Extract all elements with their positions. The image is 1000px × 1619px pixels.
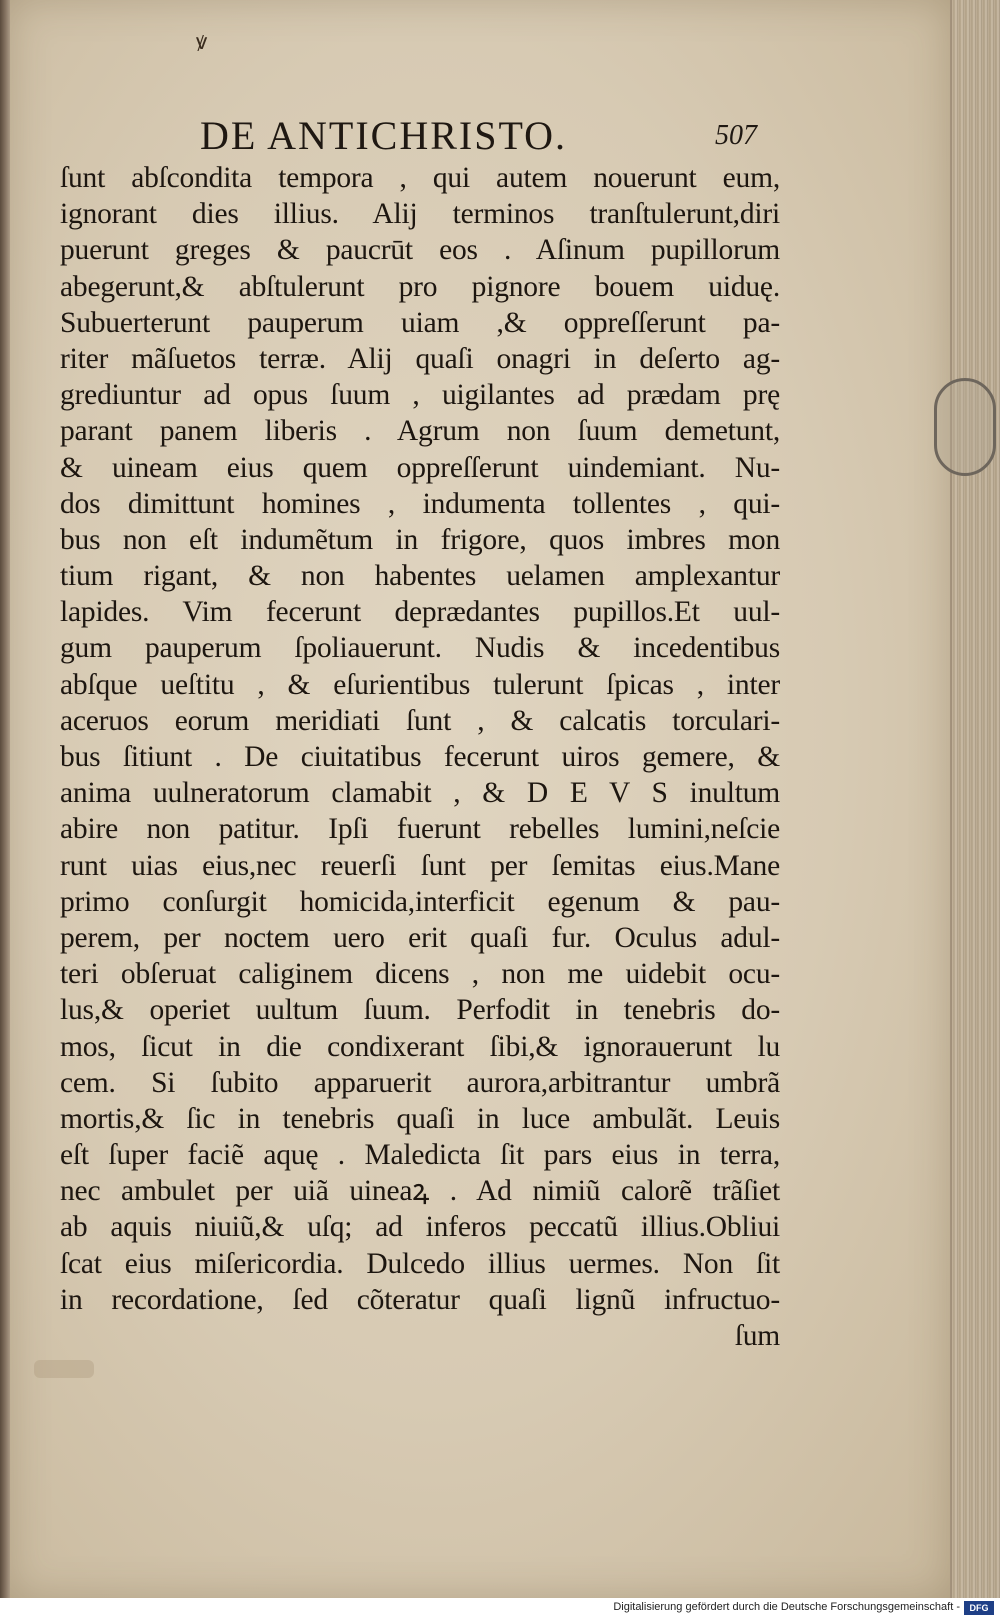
text-line: abire non patitur. Ipſi fuerunt rebelles lumini,neſcie bbox=[60, 813, 780, 846]
text-line: in recordatione, ſed cõteratur quaſi lignũ infructuo- bbox=[60, 1283, 780, 1316]
running-title: DE ANTICHRISTO. bbox=[200, 113, 568, 158]
text-line: abegerunt,& abſtulerunt pro pignore bouem uiduę. bbox=[60, 270, 780, 303]
text-line: tium rigant, & non habentes uelamen amplexantur bbox=[60, 560, 780, 593]
text-line: mos, ſicut in die condixerant ſibi,& ignorauerunt lu bbox=[60, 1030, 780, 1063]
text-block bbox=[60, 160, 780, 1354]
margin-mark: ꝟ bbox=[196, 30, 208, 55]
running-head bbox=[10, 112, 910, 160]
folio-number: 507 bbox=[715, 120, 757, 151]
text-line: Subuerterunt pauperum uiam ,& oppreſſerunt pa- bbox=[60, 306, 780, 339]
text-line: puerunt greges & paucrūt eos . Aſinum pupillorum bbox=[60, 234, 780, 267]
text-line: ab aquis niuiũ,& uſq; ad inferos peccatũ illius.Obliui bbox=[60, 1211, 780, 1244]
text-line: eſt ſuper faciẽ aquę . Maledicta ſit pars eius in terra, bbox=[60, 1139, 780, 1172]
text-line: parant panem liberis . Agrum non ſuum demetunt, bbox=[60, 415, 780, 448]
text-line: ſunt abſcondita tempora , qui autem nouerunt eum, bbox=[60, 162, 780, 194]
text-line: aceruos eorum meridiati ſunt , & calcatis torculari- bbox=[60, 704, 780, 737]
text-line: perem, per noctem uero erit quaſi fur. Oculus adul- bbox=[60, 921, 780, 954]
dfg-logo: DFG bbox=[964, 1601, 994, 1615]
text-line: dos dimittunt homines , indumenta tollentes , qui- bbox=[60, 487, 780, 520]
text-line: runt uias eius,nec reuerſi ſunt per ſemitas eius.Mane bbox=[60, 849, 780, 882]
text-line: bus non eſt indumẽtum in frigore, quos imbres mon bbox=[60, 523, 780, 556]
page-edges bbox=[952, 0, 1000, 1598]
text-line: gum pauperum ſpoliauerunt. Nudis & incedentibus bbox=[60, 632, 780, 665]
text-line: primo conſurgit homicida,interficit egenum & pau- bbox=[60, 885, 780, 918]
text-line: abſque ueſtitu , & eſurientibus tulerunt ſpicas , inter bbox=[60, 668, 780, 701]
text-line: & uineam eius quem oppreſſerunt uindemiant. Nu- bbox=[60, 451, 780, 484]
text-line: ignorant dies illius. Alij terminos tranſtulerunt,diri bbox=[60, 198, 780, 231]
text-line: lapides. Vim fecerunt deprædantes pupillos.Et uul- bbox=[60, 596, 780, 629]
text-line: mortis,& ſic in tenebris quaſi in luce ambulãt. Leuis bbox=[60, 1102, 780, 1135]
text-line: anima uulneratorum clamabit , & D E V S inultum bbox=[60, 777, 780, 810]
text-line: lus,& operiet uultum ſuum. Perfodit in tenebris do- bbox=[60, 994, 780, 1027]
text-line: teri obſeruat caliginem dicens , non me uidebit ocu- bbox=[60, 958, 780, 991]
paper-stain bbox=[34, 1360, 94, 1378]
text-line: riter mãſuetos terræ. Alij quaſi onagri in deſerto ag- bbox=[60, 342, 780, 375]
footer-bar bbox=[0, 1598, 1000, 1619]
text-line: nec ambulet per uiã uineaꝝ . Ad nimiũ calorẽ trãſiet bbox=[60, 1175, 780, 1208]
text-line: grediuntur ad opus ſuum , uigilantes ad prædam prę bbox=[60, 379, 780, 412]
book-page bbox=[10, 0, 950, 1598]
text-line: bus ſitiunt . De ciuitatibus fecerunt uiros gemere, & bbox=[60, 741, 780, 773]
page-clip bbox=[934, 378, 996, 476]
text-line: ſcat eius miſericordia. Dulcedo illius uermes. Non ſit bbox=[60, 1247, 780, 1280]
text-line: cem. Si ſubito apparuerit aurora,arbitrantur umbrã bbox=[60, 1066, 780, 1099]
text-line: ſum bbox=[734, 1320, 780, 1352]
footer-credit: Digitalisierung gefördert durch die Deutsche Forschungsgemeinschaft - bbox=[613, 1601, 960, 1613]
